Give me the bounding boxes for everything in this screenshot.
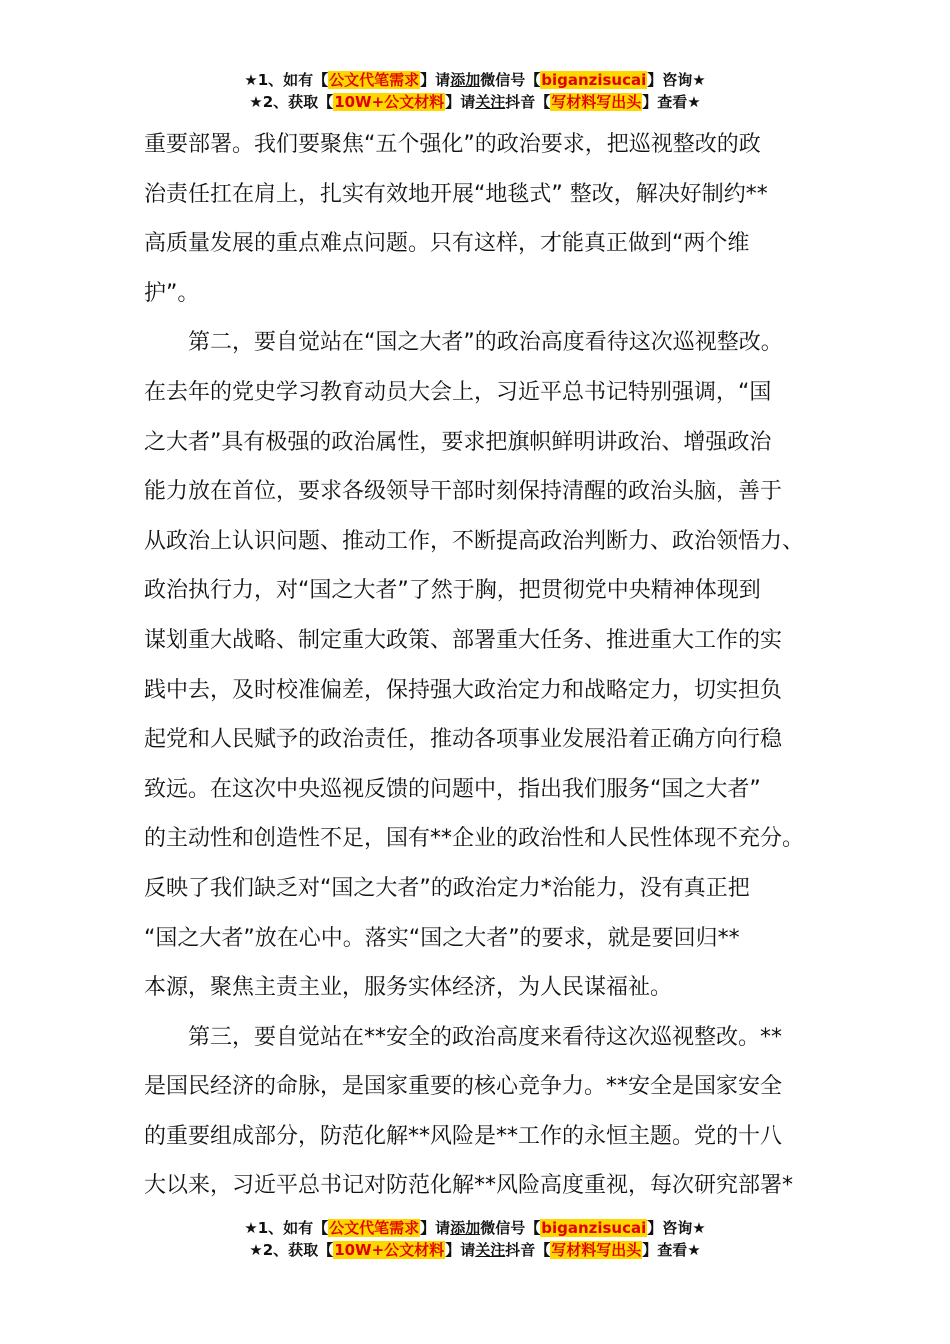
banner-text: 】请	[445, 93, 476, 111]
banner-underlined-text: 添加	[450, 1219, 481, 1237]
banner-line-1	[0, 1217, 950, 1239]
banner-highlight: 公文代笔需求	[329, 1219, 420, 1237]
banner-text: 微信号【	[480, 71, 541, 89]
paragraph-first-line: 第三，要自觉站在**安全的政治高度来看待这次巡视整改。**	[188, 1024, 783, 1050]
footer-banner	[0, 1217, 950, 1261]
banner-text: 】查看★	[642, 93, 701, 111]
header-banner	[0, 69, 950, 113]
banner-highlight: 写材料写出头	[551, 93, 642, 111]
body-line: 谋划重大战略、制定重大政策、部署重大任务、推进重大工作的实	[144, 627, 783, 653]
banner-text: ★1、如有【	[244, 71, 329, 89]
banner-line-2	[0, 1239, 950, 1261]
banner-underlined-text: 关注	[475, 93, 506, 111]
banner-text: 】请	[445, 1241, 476, 1259]
body-line: 本源，聚焦主责主业，服务实体经济，为人民谋福祉。	[144, 975, 673, 1001]
banner-text: ★2、获取【	[249, 93, 334, 111]
body-line: “国之大者”放在心中。落实“国之大者”的要求，就是要回归**	[144, 925, 740, 951]
body-line: 护”。	[144, 280, 200, 306]
banner-text: 】咨询★	[647, 1219, 706, 1237]
body-line: 从政治上认识问题、推动工作，不断提高政治判断力、政治领悟力、	[144, 528, 805, 554]
banner-text: 抖音【	[505, 93, 551, 111]
body-line: 重要部署。我们要聚焦“五个强化”的政治要求，把巡视整改的政	[144, 132, 761, 157]
banner-underlined-text: 关注	[475, 1241, 506, 1259]
banner-line-2	[0, 91, 950, 113]
banner-text: ★2、获取【	[249, 1241, 334, 1259]
banner-text: 】查看★	[642, 1241, 701, 1259]
banner-text: ★1、如有【	[244, 1219, 329, 1237]
banner-highlight: 公文代笔需求	[329, 71, 420, 89]
banner-highlight: 10W+公文材料	[334, 93, 445, 111]
paragraph-first-line: 第二，要自觉站在“国之大者”的政治高度看待这次巡视整改。	[188, 330, 783, 356]
body-line: 致远。在这次中央巡视反馈的问题中，指出我们服务“国之大者”	[144, 776, 761, 802]
body-line: 治责任扛在肩上，扎实有效地开展“地毯式” 整改，解决好制约**	[144, 181, 768, 207]
banner-text: 】咨询★	[647, 71, 706, 89]
body-line: 能力放在首位，要求各级领导干部时刻保持清醒的政治头脑，善于	[144, 479, 783, 505]
body-line: 的主动性和创造性不足，国有**企业的政治性和人民性体现不充分。	[144, 826, 805, 852]
body-line: 在去年的党史学习教育动员大会上，习近平总书记特别强调，“国	[144, 379, 772, 405]
body-line: 起党和人民赋予的政治责任，推动各项事业发展沿着正确方向行稳	[144, 727, 783, 753]
banner-highlight: 10W+公文材料	[334, 1241, 445, 1259]
body-line: 践中去，及时校准偏差，保持强大政治定力和战略定力，切实担负	[144, 677, 783, 703]
banner-underlined-text: 添加	[450, 71, 481, 89]
banner-highlight: biganzisucai	[541, 1219, 647, 1237]
body-line: 之大者”具有极强的政治属性，要求把旗帜鲜明讲政治、增强政治	[144, 429, 772, 455]
body-line: 大以来，习近平总书记对防范化解**风险高度重视，每次研究部署*	[144, 1173, 794, 1199]
body-line: 高质量发展的重点难点问题。只有这样，才能真正做到“两个维	[144, 231, 750, 257]
banner-text: 抖音【	[505, 1241, 551, 1259]
document-body	[144, 120, 824, 1211]
body-line: 反映了我们缺乏对“国之大者”的政治定力*治能力，没有真正把	[144, 875, 750, 901]
banner-text: 】请	[420, 1219, 451, 1237]
body-line: 是国民经济的命脉，是国家重要的核心竞争力。**安全是国家安全	[144, 1074, 783, 1100]
body-line: 政治执行力，对“国之大者”了然于胸，把贯彻党中央精神体现到	[144, 578, 761, 604]
banner-line-1	[0, 69, 950, 91]
body-line: 的重要组成部分，防范化解**风险是**工作的永恒主题。党的十八	[144, 1123, 783, 1149]
banner-text: 】请	[420, 71, 451, 89]
banner-highlight: 写材料写出头	[551, 1241, 642, 1259]
banner-highlight: biganzisucai	[541, 71, 647, 89]
banner-text: 微信号【	[480, 1219, 541, 1237]
